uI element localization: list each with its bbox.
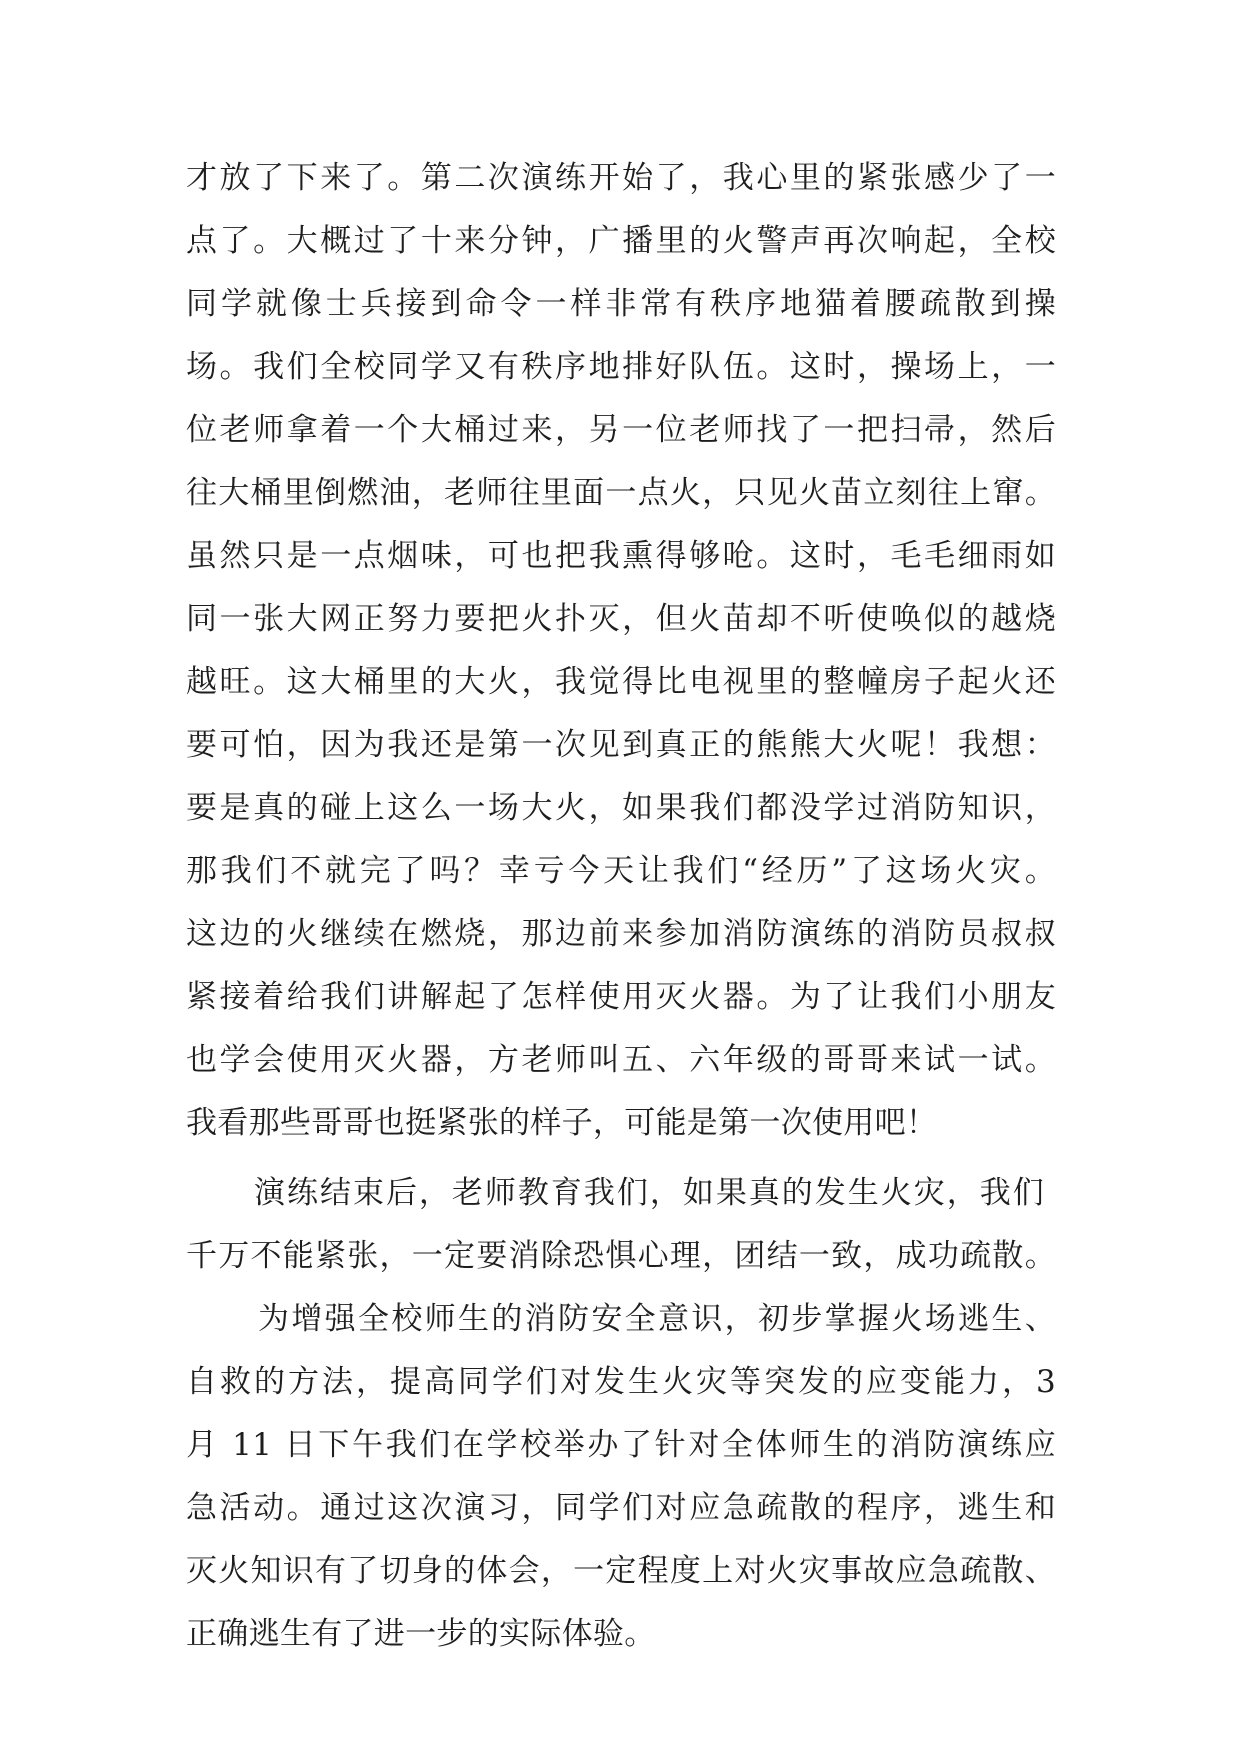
text-line: 千万不能紧张，一定要消除恐惧心理，团结一致，成功疏散。 [186, 1238, 1056, 1274]
text-line: 正确逃生有了进一步的实际体验。 [186, 1616, 656, 1652]
text-line: 月 11 日下午我们在学校举办了针对全体师生的消防演练应 [186, 1427, 1056, 1463]
text-line: 这边的火继续在燃烧，那边前来参加消防演练的消防员叔叔 [186, 916, 1056, 952]
text-line: 越旺。这大桶里的大火，我觉得比电视里的整幢房子起火还 [186, 664, 1056, 700]
paragraph-first-line: 为增强全校师生的消防安全意识，初步掌握火场逃生、 [258, 1301, 1056, 1337]
text-line: 虽然只是一点烟味，可也把我熏得够呛。这时，毛毛细雨如 [186, 538, 1056, 574]
text-line: 自救的方法，提高同学们对发生火灾等突发的应变能力，3 [186, 1364, 1056, 1400]
text-line: 场。我们全校同学又有秩序地排好队伍。这时，操场上，一 [186, 349, 1056, 385]
text-line: 往大桶里倒燃油，老师往里面一点火，只见火苗立刻往上窜。 [186, 475, 1056, 511]
text-line: 同一张大网正努力要把火扑灭，但火苗却不听使唤似的越烧 [186, 601, 1056, 637]
text-line: 要是真的碰上这么一场大火，如果我们都没学过消防知识， [186, 790, 1056, 826]
text-line: 位老师拿着一个大桶过来，另一位老师找了一把扫帚，然后 [186, 412, 1056, 448]
text-line: 急活动。通过这次演习，同学们对应急疏散的程序，逃生和 [186, 1490, 1056, 1526]
text-line: 那我们不就完了吗？幸亏今天让我们“经历”了这场火灾。 [186, 853, 1056, 889]
text-line: 要可怕，因为我还是第一次见到真正的熊熊大火呢！我想： [186, 727, 1056, 763]
text-line: 紧接着给我们讲解起了怎样使用灭火器。为了让我们小朋友 [186, 979, 1056, 1015]
text-line: 也学会使用灭火器，方老师叫五、六年级的哥哥来试一试。 [186, 1042, 1056, 1078]
text-line: 同学就像士兵接到命令一样非常有秩序地猫着腰疏散到操 [186, 286, 1056, 322]
text-line: 灭火知识有了切身的体会，一定程度上对火灾事故应急疏散、 [186, 1553, 1056, 1589]
text-line: 才放了下来了。第二次演练开始了，我心里的紧张感少了一 [186, 160, 1056, 196]
text-line: 点了。大概过了十来分钟，广播里的火警声再次响起，全校 [186, 223, 1056, 259]
text-line: 我看那些哥哥也挺紧张的样子，可能是第一次使用吧！ [186, 1105, 938, 1141]
paragraph-first-line: 演练结束后，老师教育我们，如果真的发生火灾，我们 [254, 1175, 1044, 1211]
